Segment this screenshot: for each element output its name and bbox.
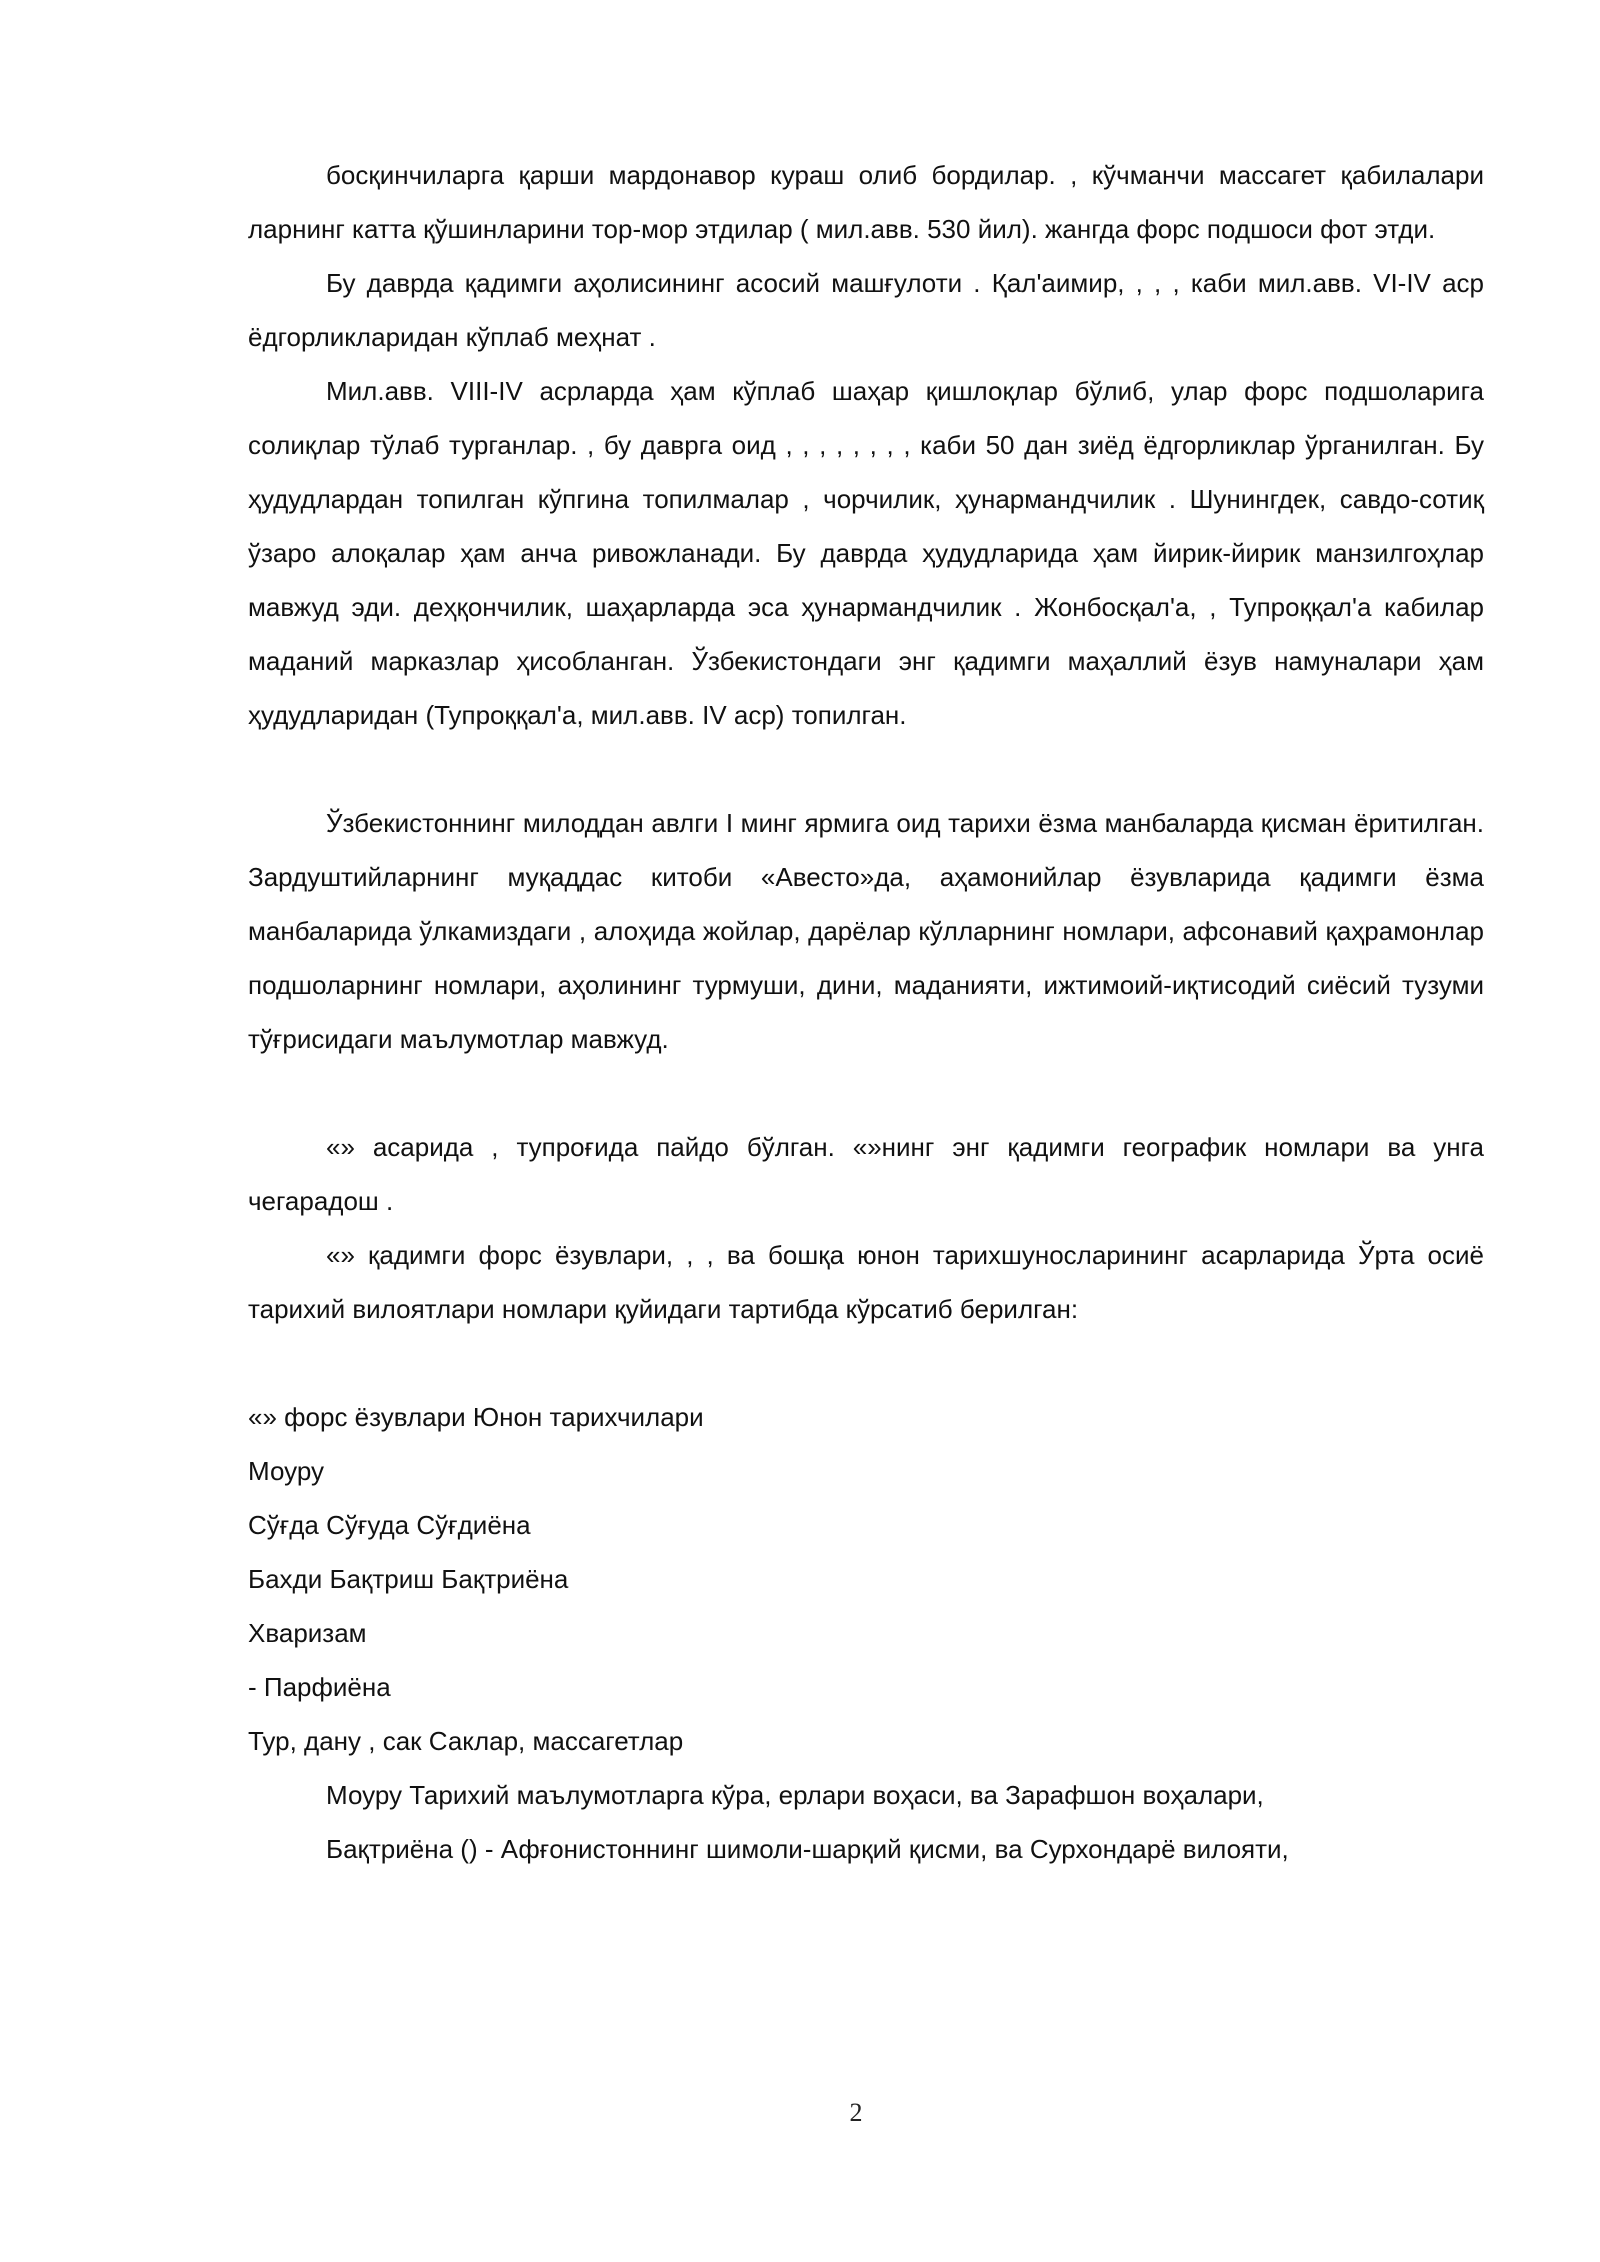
list-line-indented: Моуру Тарихий маълумотларга кўра, ерлари воҳаси, ва Зарафшон воҳалари,	[326, 1780, 1264, 1810]
list-line: Бахди Бақтриш Бақтриёна	[248, 1564, 569, 1594]
blank-line	[248, 742, 1484, 796]
blank-line	[248, 1066, 1484, 1120]
list-line-indented: Бақтриёна () - Афғонистоннинг шимоли-шарқий қисми, ва Сурхондарё вилояти,	[326, 1834, 1289, 1864]
list-line: Хваризам	[248, 1618, 367, 1648]
paragraph-5: «» асарида , тупроғида пайдо бўлган. «»нинг энг қадимги географик номлари ва унга чегарадош .	[248, 1132, 1484, 1216]
list-line: - Парфиёна	[248, 1672, 391, 1702]
document-body	[248, 148, 1484, 1876]
list-line: «» форс ёзувлари Юнон тарихчилари	[248, 1402, 704, 1432]
paragraph-2: Бу даврда қадимги аҳолисининг асосий машғулоти . Қал'аимир, , , , каби мил.авв. VI-IV аср ёдгорликларидан кўплаб меҳнат .	[248, 268, 1484, 352]
list-line: Тур, дану , сак Саклар, массагетлар	[248, 1726, 684, 1756]
list-line: Сўғда Сўғуда Сўғдиёна	[248, 1510, 531, 1540]
page-number: 2	[849, 2098, 863, 2127]
paragraph-3: Мил.авв. VIII-IV асрларда ҳам кўплаб шаҳар қишлоқлар бўлиб, улар форс подшоларига солиқлар тўлаб турганлар. , бу даврга оид , , , , , , , , каби 50 дан зиёд ёдгорликлар ўрганилган. Бу ҳудудлардан топилган кўпгина топилмалар , чорчилик, ҳунармандчилик . Шунингдек, савдо-сотиқ ўзаро алоқалар ҳам анча ривожланади. Бу даврда ҳудудларида ҳам йирик-йирик манзилгоҳлар мавжуд эди. деҳқончилик, шаҳарларда эса ҳунармандчилик . Жонбосқал'а, , Тупроққал'а кабилар маданий марказлар ҳисобланган. Ўзбекистондаги энг қадимги маҳаллий ёзув намуналари ҳам ҳудудларидан (Тупроққал'а, мил.авв. IV аср) топилган.	[248, 376, 1484, 730]
paragraph-1: босқинчиларга қарши мардонавор кураш олиб бордилар. , кўчманчи массагет қабилалари ларнинг катта қўшинларини тор-мор этдилар ( мил.авв. 530 йил). жангда форс подшоси фот этди.	[248, 160, 1484, 244]
paragraph-4: Ўзбекистоннинг милоддан авлги I минг ярмига оид тарихи ёзма манбаларда қисман ёритилган. Зардуштийларнинг муқаддас китоби «Авесто»да, аҳамонийлар ёзувларида қадимги ёзма манбаларида ўлкамиздаги , алоҳида жойлар, дарёлар кўлларнинг номлари, афсонавий қаҳрамонлар подшоларнинг номлари, аҳолининг турмуши, дини, маданияти, ижтимоий-иқтисодий сиёсий тузуми тўғрисидаги маълумотлар мавжуд.	[248, 808, 1484, 1054]
list-line: Моуру	[248, 1456, 324, 1486]
paragraph-6: «» қадимги форс ёзувлари, , , ва бошқа юнон тарихшуносларининг асарларида Ўрта осиё тарихий вилоятлари номлари қуйидаги тартибда кўрсатиб берилган:	[248, 1240, 1484, 1324]
blank-line	[248, 1336, 1484, 1390]
